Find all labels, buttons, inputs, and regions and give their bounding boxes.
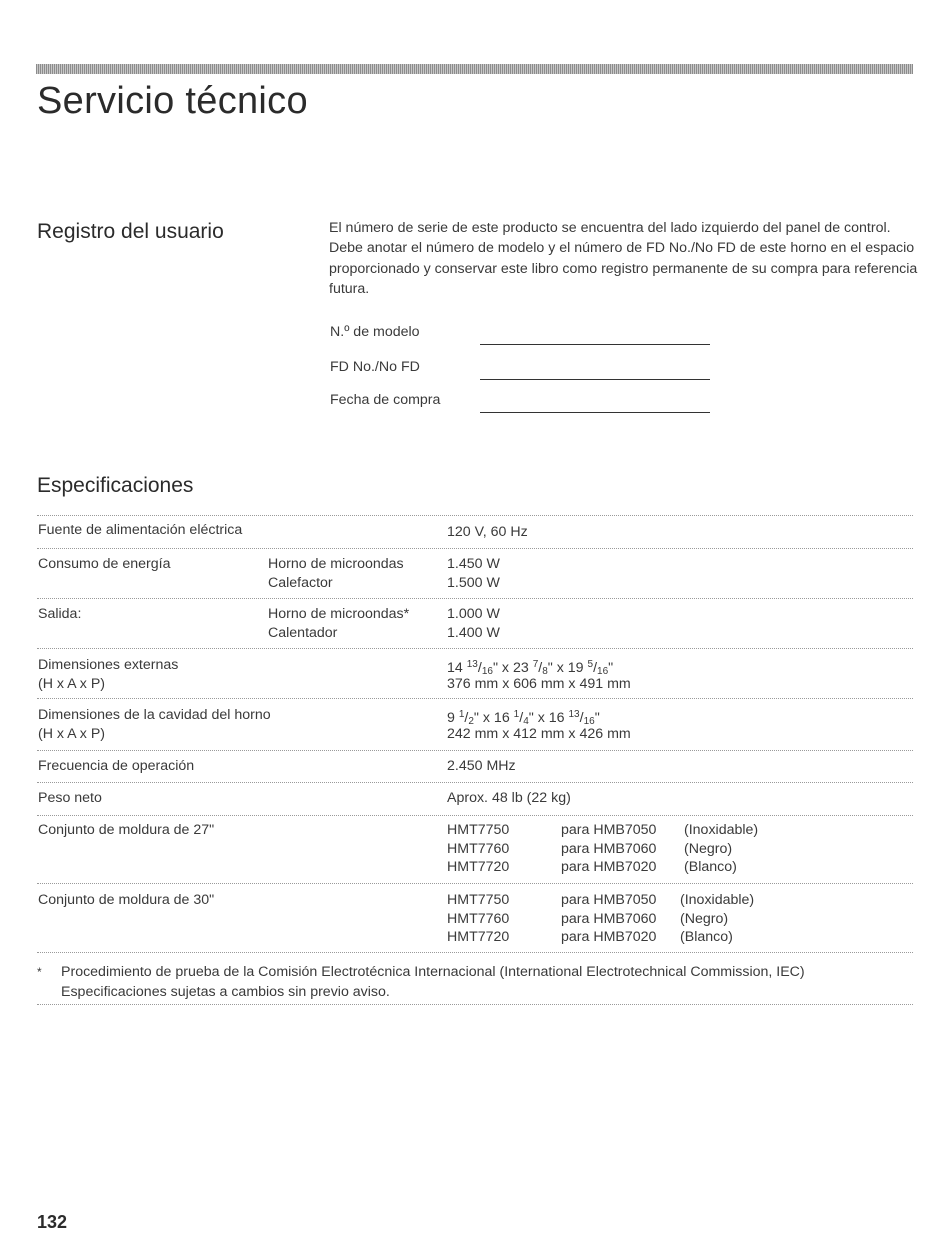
page-number: 132: [37, 1212, 68, 1232]
form-row-fd: [330, 359, 715, 381]
fraction: $^{13}/_{16}$: [568, 709, 595, 727]
header-bar: [36, 64, 913, 74]
moldura-label: Conjunto de moldura de 27": [38, 822, 215, 838]
spec-value: 120 V, 60 Hz: [447, 524, 528, 540]
spec-label: Fuente de alimentación eléctrica: [38, 522, 243, 538]
spec-label: Frecuencia de operación: [38, 758, 195, 774]
spec-divider: [37, 883, 913, 884]
moldura-models: HMT7750 HMT7760 HMT7720: [447, 892, 510, 945]
spec-label: Consumo de energía: [38, 556, 171, 572]
specs-heading: Especificaciones: [37, 474, 194, 497]
spec-value: 14 $^{13}/_{16}$" x 23 $^7/_8$" x 19 $^5/_{16}$" 376 mm x 606 mm x 491 mm: [447, 656, 631, 693]
registro-heading: Registro del usuario: [37, 220, 224, 243]
spec-divider: [37, 648, 913, 649]
spec-label: Salida:: [38, 606, 82, 622]
registro-intro: El número de serie de este producto se encuentra del lado izquierdo del panel de control. Debe anotar el número de modelo y el número de FD No./No FD de este horno en el espacio proporcionado y conservar este libro como registro permanente de su compra para referencia futura.: [329, 220, 918, 298]
dimension-inches: 14 $^{13}/_{16}$" x 23 $^7/_8$" x 19 $^5/_{16}$": [447, 659, 614, 677]
fraction: $^1/_2$: [458, 709, 474, 727]
form-label: FD No./No FD: [330, 359, 420, 375]
spec-value: 1.000 W 1.400 W: [447, 606, 500, 641]
blank-line: [480, 344, 710, 345]
form-label: N.º de modelo: [330, 324, 420, 340]
form-row-modelo: [330, 324, 715, 346]
moldura-para: para HMB7050 para HMB7060 para HMB7020: [561, 892, 657, 945]
spec-value: 9 $^1/_2$" x 16 $^1/_4$" x 16 $^{13}/_{16}$" 242 mm x 412 mm x 426 mm: [447, 706, 631, 743]
spec-divider: [37, 782, 913, 783]
spec-divider: [37, 952, 913, 953]
blank-line: [480, 412, 710, 413]
spec-value: Aprox. 48 lb (22 kg): [447, 790, 571, 806]
blank-line: [480, 379, 710, 380]
fraction: $^7/_8$: [532, 659, 548, 677]
spec-value: 2.450 MHz: [447, 758, 516, 774]
fraction: $^5/_{16}$: [587, 659, 609, 677]
dimension-inches: 9 $^1/_2$" x 16 $^1/_4$" x 16 $^{13}/_{16}$": [447, 709, 600, 727]
page-title: Servicio técnico: [37, 80, 308, 122]
footnote-text: Procedimiento de prueba de la Comisión Electrotécnica Internacional (International Electrotechnical Commission, IEC) Especificaciones sujetas a cambios sin previo aviso.: [61, 964, 805, 1000]
spec-divider: [37, 548, 913, 549]
fraction: $^1/_4$: [513, 709, 529, 727]
fraction: $^{13}/_{16}$: [466, 659, 493, 677]
moldura-finish: (Inoxidable) (Negro) (Blanco): [680, 892, 755, 945]
moldura-models: HMT7750 HMT7760 HMT7720: [447, 822, 510, 875]
spec-divider: [37, 750, 913, 751]
moldura-para: para HMB7050 para HMB7060 para HMB7020: [561, 822, 657, 875]
spec-divider: [37, 815, 913, 816]
spec-value: 1.450 W 1.500 W: [447, 556, 500, 591]
spec-divider: [37, 698, 913, 699]
form-row-fecha: [330, 392, 715, 414]
spec-divider: [37, 515, 913, 516]
moldura-finish: (Inoxidable) (Negro) (Blanco): [684, 822, 759, 875]
spec-label: Peso neto: [38, 790, 102, 806]
spec-divider: [37, 1004, 913, 1005]
spec-sublabel: Horno de microondas* Calentador: [268, 606, 410, 641]
spec-divider: [37, 598, 913, 599]
footnote-marker: *: [37, 965, 42, 979]
spec-label: Dimensiones externas (H x A x P): [38, 657, 179, 692]
form-label: Fecha de compra: [330, 392, 441, 408]
spec-sublabel: Horno de microondas Calefactor: [268, 556, 404, 591]
moldura-label: Conjunto de moldura de 30": [38, 892, 215, 908]
spec-label: Dimensiones de la cavidad del horno (H x A x P): [38, 707, 271, 742]
